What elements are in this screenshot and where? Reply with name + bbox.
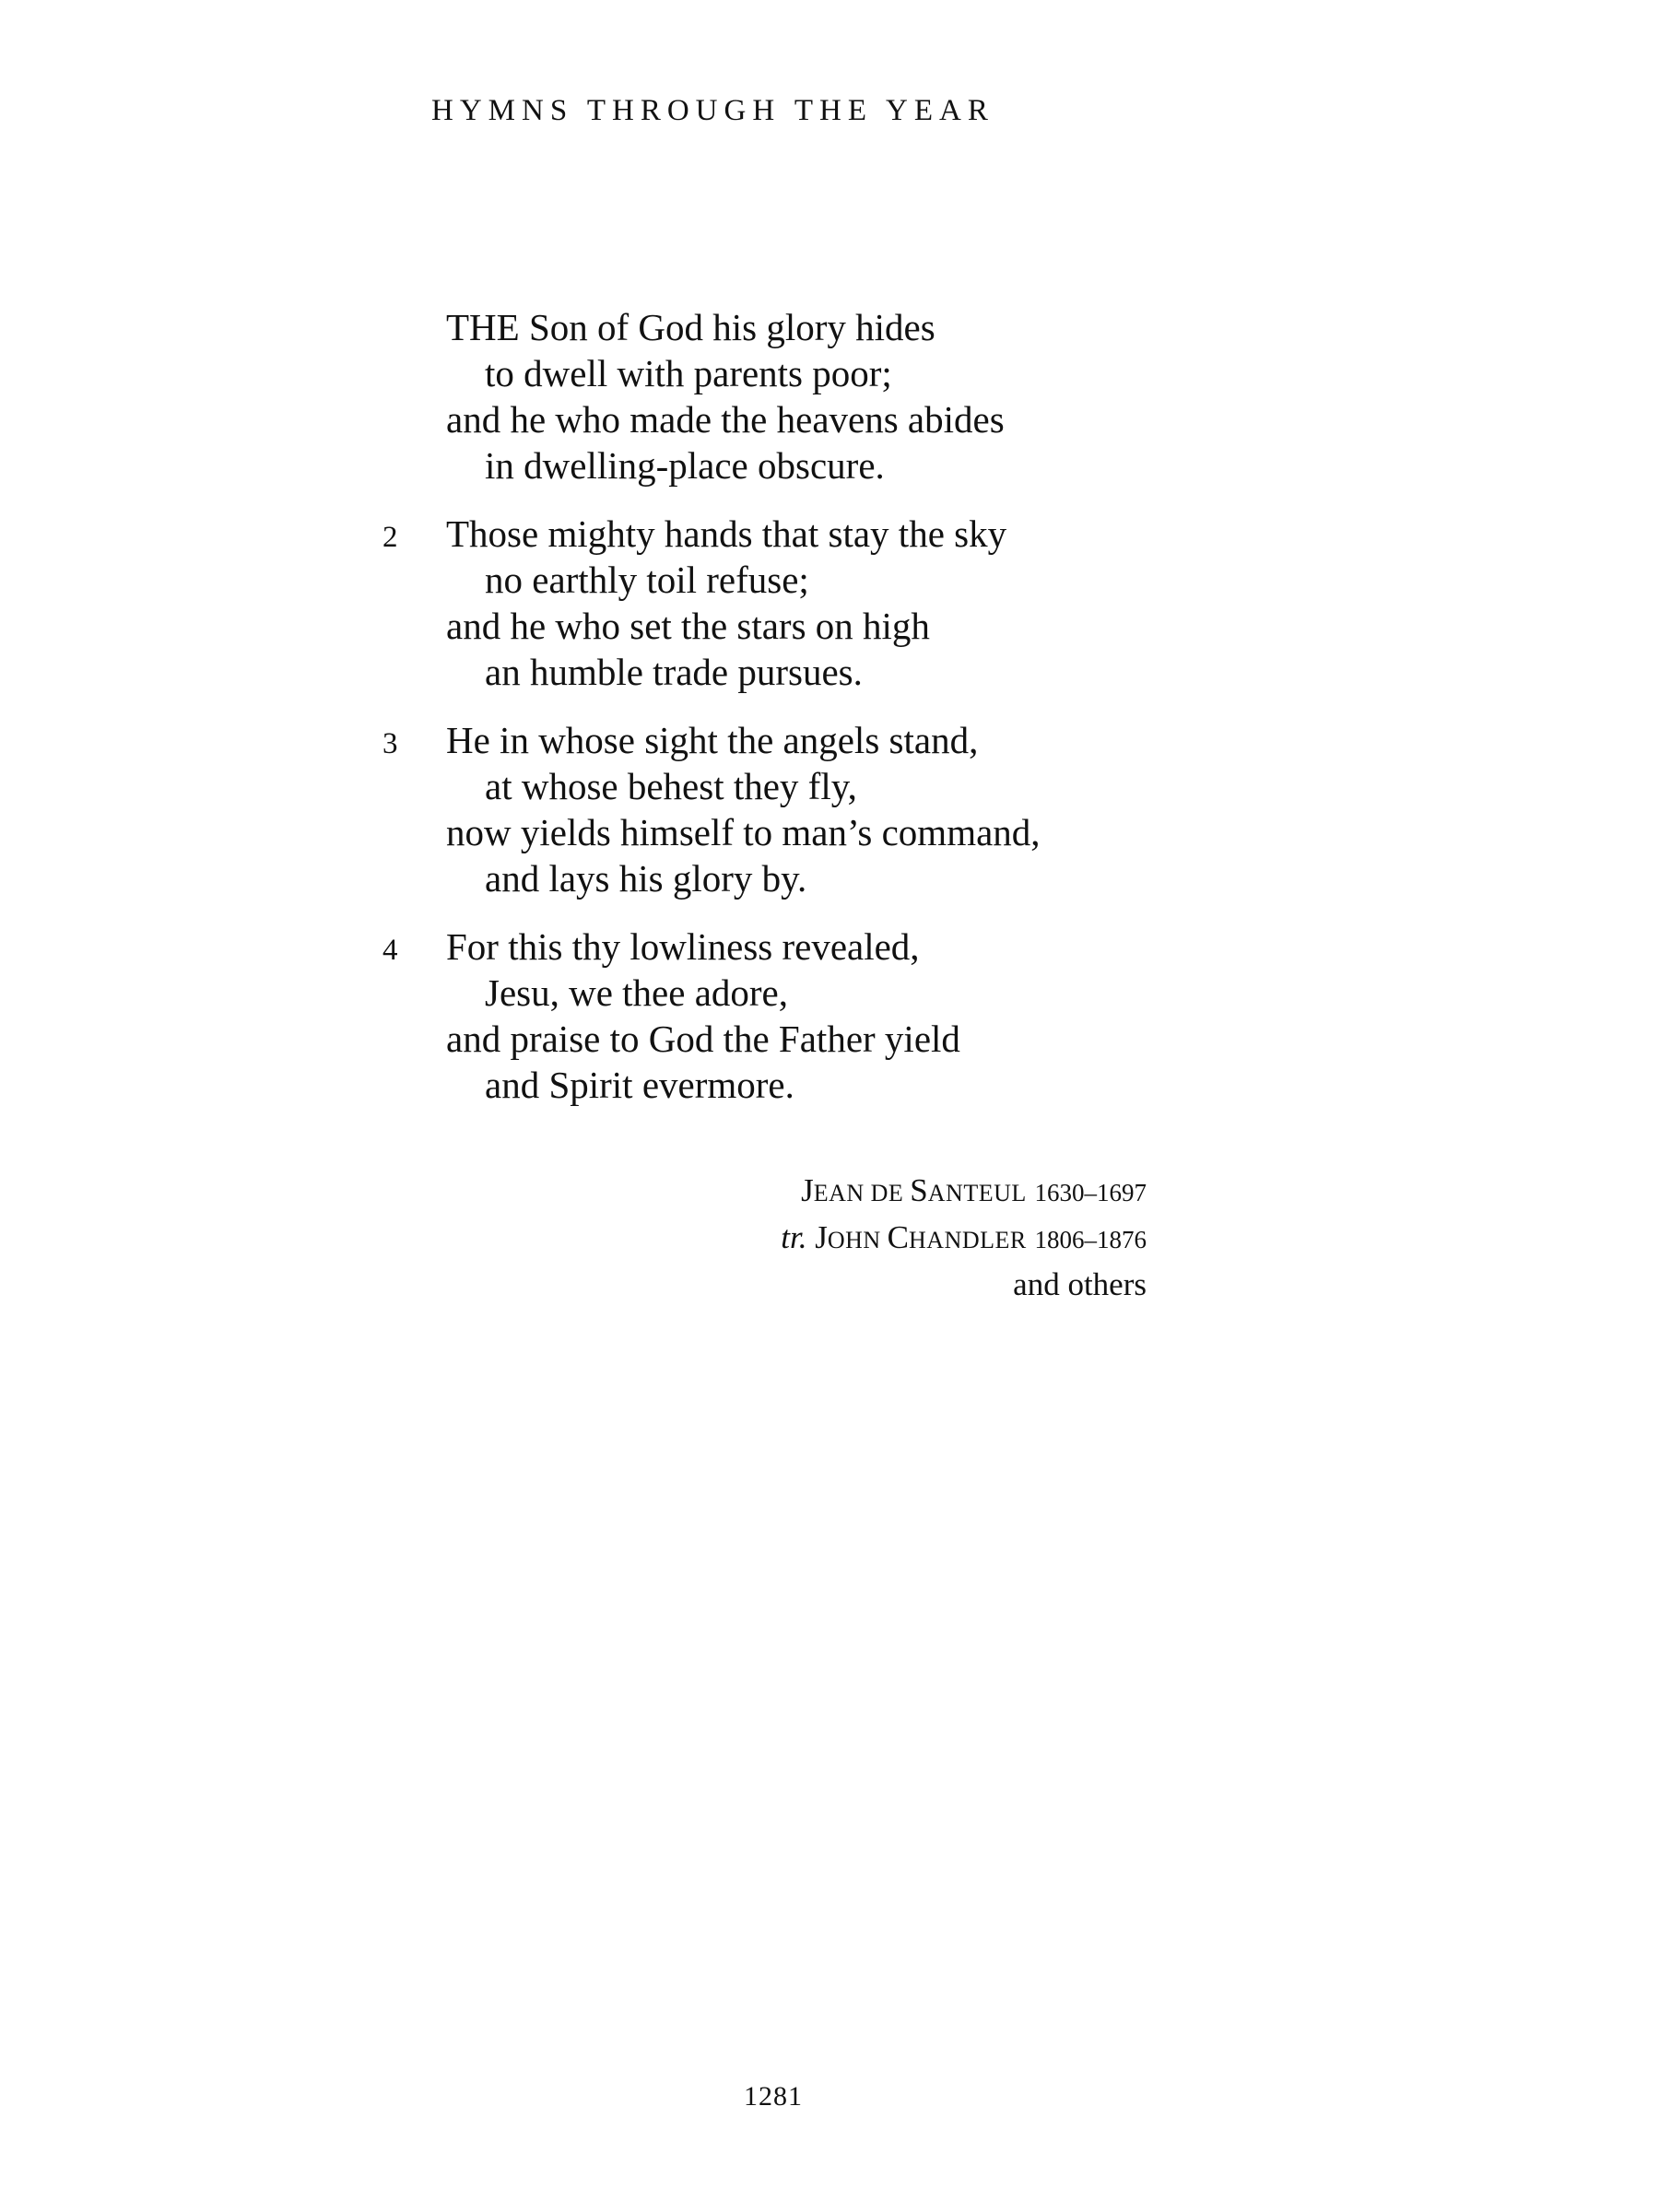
verse-line: in dwelling-place obscure. — [485, 444, 885, 487]
verse-number: 3 — [382, 727, 398, 760]
author-first-rest: EAN DE — [813, 1180, 911, 1206]
translator-first-initial: J — [815, 1219, 828, 1255]
verse-line: and lays his glory by. — [485, 857, 807, 900]
translator-last-rest: HANDLER — [909, 1227, 1027, 1253]
translator-dates: 1806–1876 — [1034, 1226, 1147, 1253]
author-last-initial: S — [910, 1172, 928, 1208]
verse-3 — [382, 717, 1276, 901]
translator-credit — [781, 1216, 1147, 1263]
verse-line: and he who set the stars on high — [446, 605, 930, 647]
others-credit: and others — [1013, 1266, 1147, 1302]
verse-number: 4 — [382, 934, 398, 967]
verse-number: 2 — [382, 521, 398, 554]
translator-prefix: tr. — [781, 1219, 807, 1255]
author-first-initial: J — [801, 1172, 814, 1208]
verse-line: THE Son of God his glory hides — [446, 306, 935, 348]
author-dates: 1630–1697 — [1034, 1179, 1147, 1206]
translator-first-rest: OHN — [827, 1227, 888, 1253]
verse-line: Those mighty hands that stay the sky — [446, 512, 1007, 555]
translator-last-initial: C — [887, 1219, 910, 1255]
verse-1 — [446, 304, 1276, 488]
verse-line: no earthly toil refuse; — [485, 559, 809, 601]
verse-line: at whose behest they fly, — [485, 765, 857, 807]
verse-line: now yields himself to man’s command, — [446, 811, 1041, 853]
author-last-rest: ANTEUL — [927, 1180, 1027, 1206]
verse-4 — [382, 924, 1276, 1108]
verse-line: to dwell with parents poor; — [485, 352, 892, 394]
page-number: 1281 — [744, 2081, 803, 2112]
hymn-text — [382, 304, 1276, 1130]
attribution — [781, 1169, 1147, 1307]
author-credit — [781, 1169, 1147, 1216]
verse-line: and Spirit evermore. — [485, 1064, 794, 1106]
verse-line: For this thy lowliness revealed, — [446, 925, 920, 968]
verse-line: an humble trade pursues. — [485, 651, 863, 693]
verse-line: Jesu, we thee adore, — [485, 971, 789, 1014]
verse-line: He in whose sight the angels stand, — [446, 719, 979, 761]
verse-line: and praise to God the Father yield — [446, 1018, 960, 1060]
running-head: HYMNS THROUGH THE YEAR — [431, 94, 994, 127]
verse-2 — [382, 511, 1276, 695]
verse-line: and he who made the heavens abides — [446, 398, 1005, 441]
